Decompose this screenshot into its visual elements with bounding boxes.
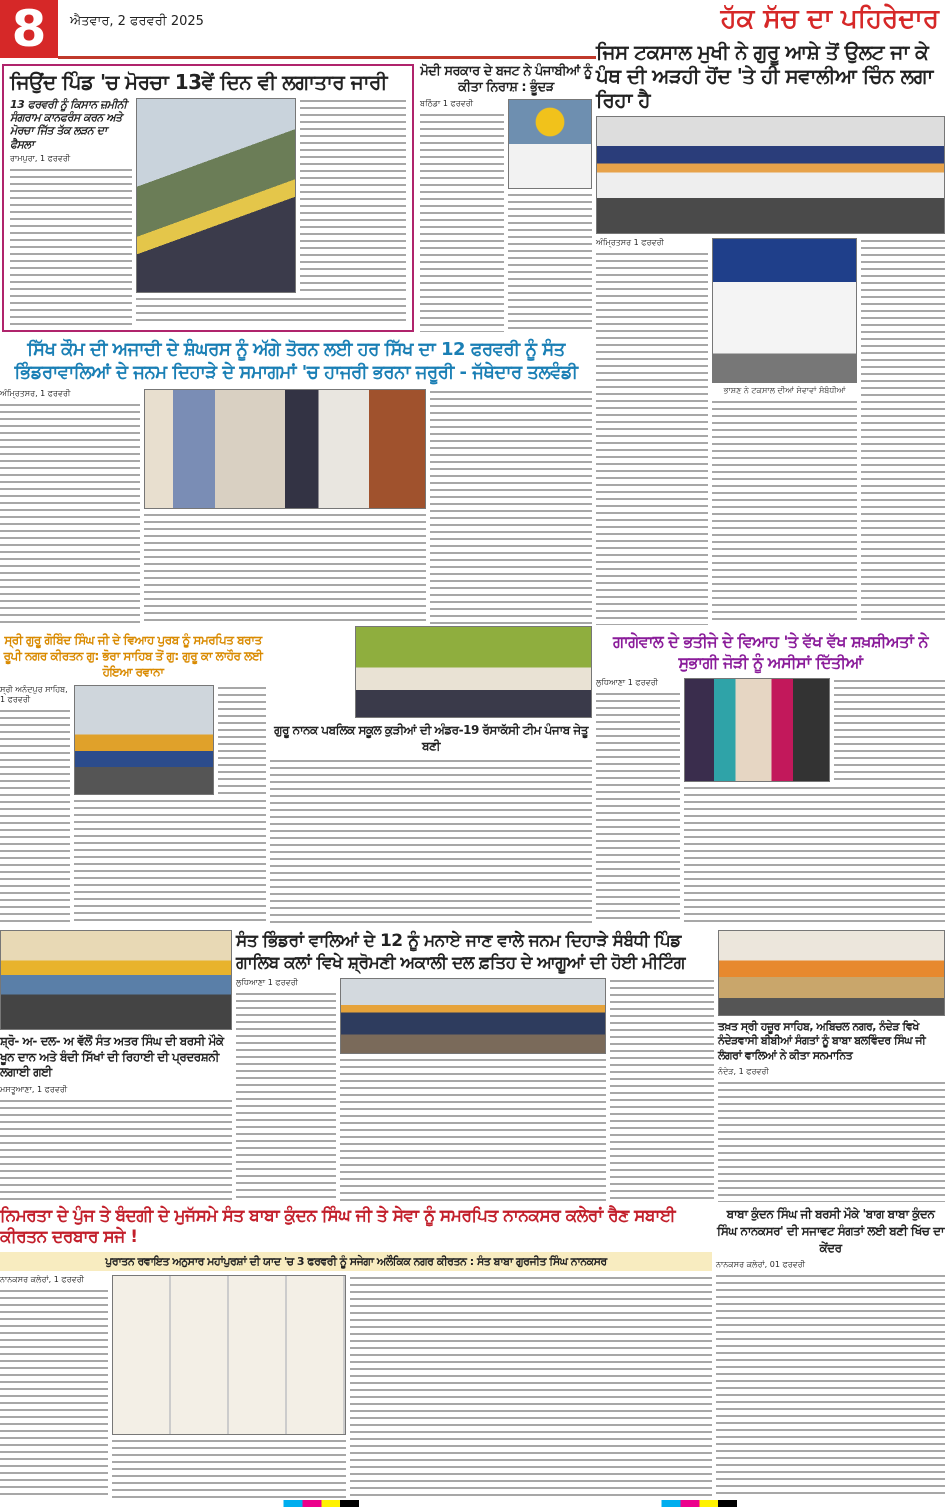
masthead-logo: ਹੱਕ ਸੱਚ ਦਾ ਪਹਿਰੇਦਾਰ (720, 4, 939, 34)
akali-meeting-photo (340, 978, 606, 1054)
article-hazur-sahib (718, 930, 945, 1202)
article-body (610, 978, 714, 1202)
article-body (74, 798, 266, 924)
dateline: ਨਾਨਕਸਰ ਕਲੇਰਾਂ, 1 ਫਰਵਰੀ (0, 1274, 84, 1284)
leaders-photo (712, 238, 857, 383)
article-body (716, 1273, 945, 1498)
article-body (430, 389, 592, 626)
article-budget (420, 64, 592, 332)
headline: ਸ੍ਰੀ ਗੁਰੂ ਗੋਬਿੰਦ ਸਿੰਘ ਜੀ ਦੇ ਵਿਆਹ ਪੁਰਬ ਨੂੰ ਸਮਰਪਿਤ ਬਰਾਤ ਰੂਪੀ ਨਗਰ ਕੀਰਤਨ ਗੁ: ਭੋਰਾ ਸਾਹਿਬ ਤੋਂ ਗੁ: ਗੁਰੂ ਕਾ ਲਾਹੌਰ ਲਈ ਹੋਇਆ ਰਵਾਨਾ (0, 632, 266, 681)
team-photo (355, 626, 592, 718)
article-body (420, 112, 504, 332)
dateline: ਲੁਧਿਆਣਾ 1 ਫਰਵਰੀ (236, 978, 298, 988)
article-blood-donation (0, 930, 232, 1202)
exhibition-photo (0, 930, 232, 1030)
article-body (270, 758, 592, 924)
article-body (508, 192, 592, 332)
headline: ਜਿਉਂਦ ਪਿੰਡ 'ਚ ਮੋਰਚਾ 13ਵੇਂ ਦਿਨ ਵੀ ਲਗਾਤਾਰ ਜਾਰੀ (10, 70, 406, 94)
article-bagh-decoration (716, 1206, 945, 1498)
article-body (0, 1098, 232, 1202)
protest-photo (136, 98, 296, 293)
dateline: ਮਸਤੂਆਣਾ, 1 ਫਰਵਰੀ (0, 1084, 68, 1094)
headline: ਗਾਗੇਵਾਲ ਦੇ ਭਤੀਜੇ ਦੇ ਵਿਆਹ 'ਤੇ ਵੱਖ ਵੱਖ ਸ਼ਖ਼ਸ਼ੀਅਤਾਂ ਨੇ ਸੁਭਾਗੀ ਜੋੜੀ ਨੂੰ ਅਸੀਸਾਂ ਦਿੱਤੀਆਂ (596, 632, 945, 674)
article-tug-of-war (270, 626, 592, 924)
headline: ਤਖ਼ਤ ਸ੍ਰੀ ਹਜ਼ੂਰ ਸਾਹਿਬ, ਅਬਿਚਲ ਨਗਰ, ਨੰਦੇੜ ਵਿਖੇ ਨੰਦੇੜਵਾਸੀ ਬੀਬੀਆਂ ਸੰਗਤਾਂ ਨੂੰ ਬਾਬਾ ਬਲਵਿੰਦਰ ਸਿੰਘ ਜੀ ਲੰਗਰਾਂ ਵਾਲਿਆਂ ਨੇ ਕੀਤਾ ਸਨਮਾਨਿਤ (718, 1020, 945, 1063)
dateline: ਲੁਧਿਆਣਾ 1 ਫਰਵਰੀ (596, 677, 658, 687)
dateline: ਨਾਨਕਸਰ ਕਲੇਰਾਂ, 01 ਫਰਵਰੀ (716, 1260, 806, 1270)
article-body (0, 708, 70, 924)
article-body (136, 296, 406, 326)
headline: ਬਾਬਾ ਕੁੰਦਨ ਸਿੰਘ ਜੀ ਬਰਸੀ ਮੌਕੇ 'ਬਾਗ ਬਾਬਾ ਕੁੰਦਨ ਸਿੰਘ ਨਾਨਕਸਰ' ਦੀ ਸਜਾਵਟ ਸੰਗਤਾਂ ਲਈ ਬਣੀ ਖਿੱਚ ਦਾ ਕੇਂਦਰ (717, 1207, 944, 1255)
article-talwandi (0, 338, 592, 626)
dateline: ਅੰਮ੍ਰਿਤਸਰ, 1 ਫਰਵਰੀ (0, 388, 71, 398)
article-body (218, 685, 266, 795)
procession-photo (74, 685, 214, 795)
saints-photo-grid (112, 1275, 346, 1435)
dateline: ਰਾਮਪੁਰਾ, 1 ਫਰਵਰੀ (10, 153, 71, 163)
headline: ਮੋਦੀ ਸਰਕਾਰ ਦੇ ਬਜਟ ਨੇ ਪੰਜਾਬੀਆਂ ਨੂੰ ਕੀਤਾ ਨਿਰਾਸ਼ : ਭੂੰਦੜ (420, 64, 592, 95)
article-body (236, 991, 336, 1202)
dateline: ਬਠਿੰਡਾ 1 ਫਰਵਰੀ (420, 99, 474, 109)
article-galib-kalan (236, 930, 714, 1202)
subhead: ਪੁਰਾਤਨ ਰਵਾਇਤ ਅਨੁਸਾਰ ਮਹਾਂਪੁਰਸ਼ਾਂ ਦੀ ਯਾਦ 'ਚ 3 ਫਰਵਰੀ ਨੂੰ ਸਜੇਗਾ ਅਲੌਕਿਕ ਨਗਰ ਕੀਰਤਨ : ਸੰਤ ਬਾਬਾ ਗੁਰਜੀਤ ਸਿੰਘ ਨਾਨਕਸਰ (0, 1252, 712, 1271)
article-morcha (2, 64, 414, 332)
page-date: ਐਤਵਾਰ, 2 ਫਰਵਰੀ 2025 (70, 14, 204, 29)
wedding-photo (684, 678, 830, 782)
headline: ਜਿਸ ਟਕਸਾਲ ਮੁਖੀ ਨੇ ਗੁਰੂ ਆਸ਼ੇ ਤੋਂ ਉਲਟ ਜਾ ਕੇ ਪੰਥ ਦੀ ਅੜਹੀ ਹੋਂਦ 'ਤੇ ਹੀ ਸਵਾਲੀਆ ਚਿੰਨ ਲਗਾ ਰਿਹਾ ਹੈ (596, 40, 945, 112)
color-bar (0, 1500, 945, 1507)
bhundar-photo (508, 99, 592, 189)
article-body (596, 691, 680, 924)
article-body (112, 1438, 346, 1498)
sangat-photo (596, 116, 945, 234)
article-body (10, 167, 132, 326)
article-body (718, 1080, 945, 1202)
article-nagar-kirtan (0, 632, 266, 924)
dateline: ਨੰਦੇੜ, 1 ਫਰਵਰੀ (718, 1066, 769, 1076)
article-body (596, 251, 708, 625)
article-body (144, 512, 426, 626)
article-body (684, 785, 945, 924)
dateline: ਅੰਮ੍ਰਿਤਸਰ 1 ਫਰਵਰੀ (596, 238, 664, 247)
article-body (340, 1057, 606, 1202)
article-body (861, 238, 945, 625)
headline: ਨਿਮਰਤਾ ਦੇ ਪੁੰਜ ਤੇ ਬੰਦਗੀ ਦੇ ਮੁਜੱਸਮੇ ਸੰਤ ਬਾਬਾ ਕੁੰਦਨ ਸਿੰਘ ਜੀ ਤੇ ਸੇਵਾ ਨੂੰ ਸਮਰਪਿਤ ਨਾਨਕਸਰ ਕਲੇਰਾਂ ਰੈਣ ਸਬਾਈ ਕੀਰਤਨ ਦਰਬਾਰ ਸਜੇ ! (0, 1206, 712, 1249)
page-number: 8 (0, 0, 58, 58)
sangat-honour-photo (718, 930, 945, 1016)
subhead: 13 ਫਰਵਰੀ ਨੂੰ ਕਿਸਾਨ ਜ਼ਮੀਨੀ ਸੰਗਰਾਮ ਕਾਨਫਰੰਸ ਕਰਨ ਅਤੇ ਮੋਰਚਾ ਜਿੱਤ ਤੱਕ ਲੜਨ ਦਾ ਫੈਸਲਾ (10, 98, 132, 151)
article-body (300, 98, 406, 293)
article-wedding (596, 632, 945, 924)
article-body (0, 1288, 108, 1498)
article-body (834, 678, 945, 782)
headline: ਗੁਰੂ ਨਾਨਕ ਪਬਲਿਕ ਸਕੂਲ ਕੁੜੀਆਂ ਦੀ ਅੰਡਰ-19 ਰੱਸਾਕੱਸੀ ਟੀਮ ਪੰਜਾਬ ਜੇਤੂ ਬਣੀ (270, 722, 592, 754)
headline: ਸ਼੍ਰੋ- ਅ- ਦਲ- ਅ ਵੱਲੋਂ ਸੰਤ ਅਤਰ ਸਿੰਘ ਦੀ ਬਰਸੀ ਮੌਕੇ ਖੂਨ ਦਾਨ ਅਤੇ ਬੰਦੀ ਸਿੱਖਾਂ ਦੀ ਰਿਹਾਈ ਦੀ ਪ੍ਰਦਰਸ਼ਨੀ ਲਗਾਈ ਗਈ (0, 1034, 232, 1081)
article-body (712, 399, 857, 625)
article-taksal (596, 40, 945, 625)
photo-caption: ਭਾਸ਼ਣ ਨੇ ਟਕਸਾਲ ਦੀਆਂ ਸੇਵਾਵਾਂ ਸੰਬੰਧੀਆਂ (723, 386, 846, 395)
headline: ਸੰਤ ਭਿੰਡਰਾਂ ਵਾਲਿਆਂ ਦੇ 12 ਨੂੰ ਮਨਾਏ ਜਾਣ ਵਾਲੇ ਜਨਮ ਦਿਹਾੜੇ ਸੰਬੰਧੀ ਪਿੰਡ ਗਾਲਿਬ ਕਲਾਂ ਵਿਖੇ ਸ਼੍ਰੋਮਣੀ ਅਕਾਲੀ ਦਲ ਫ਼ਤਿਹ ਦੇ ਆਗੂਆਂ ਦੀ ਹੋਈ ਮੀਟਿੰਗ (236, 930, 714, 974)
article-kirtan-darbar (0, 1206, 712, 1498)
headline: ਸਿੱਖ ਕੌਮ ਦੀ ਅਜਾਦੀ ਦੇ ਸ਼ੰਘਰਸ ਨੂੰ ਅੱਗੇ ਤੋਰਨ ਲਈ ਹਰ ਸਿੱਖ ਦਾ 12 ਫਰਵਰੀ ਨੂੰ ਸੰਤ ਭਿੰਡਰਾਵਾਲਿਆਂ ਦੇ ਜਨਮ ਦਿਹਾੜੇ ਦੇ ਸਮਾਗਮਾਂ 'ਚ ਹਾਜਰੀ ਭਰਨਾ ਜਰੂਰੀ - ਜੱਥੇਦਾਰ ਤਲਵੰਡੀ (0, 338, 592, 385)
meeting-photo (144, 389, 426, 509)
dateline: ਸ੍ਰੀ ਅਨੰਦਪੁਰ ਸਾਹਿਬ, 1 ਫਰਵਰੀ (0, 684, 68, 704)
article-body (350, 1275, 712, 1498)
article-body (0, 402, 140, 626)
